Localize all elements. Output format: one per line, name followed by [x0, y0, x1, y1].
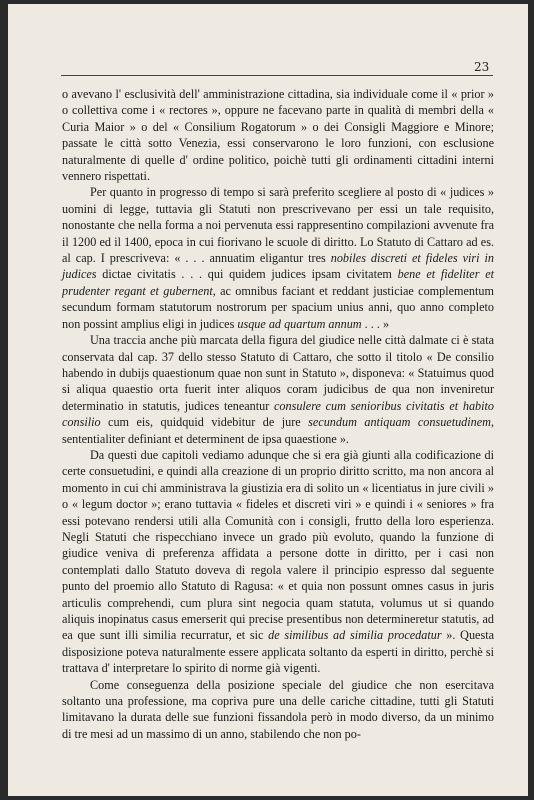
paragraph [62, 184, 494, 332]
text-run: ». Questa disposizione poteva naturalmente essere applicata soltanto da esperti in diritto, perchè si trattava d' interpretare lo spirito di norme già vigenti. [62, 628, 494, 676]
italic-text: consulere cum senioribus civitatis et habito consilio [62, 398, 494, 430]
text-run: dictae civitatis . . . qui quidem judices ipsam civitatem [96, 267, 398, 282]
italic-text: secundum antiquam consuetudinem [308, 415, 491, 430]
text-run: , sententialiter definiant et determinent de ipsa quaestione ». [62, 415, 495, 446]
text-run: , ac omnibus faciant et reddant justiciae complementum secundum formam statutorum nostrorum per spacium unius anni, quo anno completo non possint amplius eligi in judices [62, 283, 494, 331]
italic-text: nobiles discreti et fideles viri in judices [62, 251, 494, 282]
text-run: . . . » [361, 316, 390, 331]
book-page [8, 4, 528, 796]
italic-text: bene et fideliter et prudenter regant et gubernent [62, 267, 494, 298]
text-run: o avevano l' esclusività dell' amministrazione cittadina, sia individuale come il « prior » o collettiva come i « rectores », oppure ne facevano parte in qualità di membri della « Curia Maior » o del « Consilium Rogatorum » o dei Consigli Maggiore e Minore; passate le città sotto Venezia, essi conservarono le loro funzioni, con esclusione naturalmente di quelle d' ordine politico, poichè tutti gli ordinamenti cittadini interni vennero rispettati. [62, 87, 494, 184]
text-run: Da questi due capitoli vediamo adunque che si era già giunti alla codificazione di certe consuetudini, e quindi alla creazione di un proprio diritto scritto, ma non ancora al momento in cui chi amministrava la giustizia era di solito un « licentiatus in jure civili » o « legum doctor »; erano tuttavia « fideles et discreti viri » e quindi i « seniores » fra essi potevano rendersi utili alla Comunità con i consigli, frutto della loro esperienza. Negli Statuti che rispecchiano invece un grado più evoluto, quando la funzione di giudice veniva di preferenza affidata a persone dotte in diritto, per i casi non contemplati dallo Statuto doveva di regola valere il principio espresso dal seguente punto del proemio allo Statuto di Ragusa: « et quia non possunt omnes casus in juris articulis comprehendi, cum plura sint negocia quam statuta, volumus ut si quando aliquis inopinatus casus emerserit qui precise presentibus non determineretur statutis, ad ea que sunt illi similia recurratur, et sic [62, 447, 494, 643]
italic-text: de similibus ad similia procedatur [268, 628, 442, 643]
paragraph [62, 677, 494, 743]
paragraph [62, 447, 494, 677]
italic-text: usque ad quartum annum [237, 316, 362, 331]
text-run: cum eis, quidquid videbitur de jure [100, 415, 309, 430]
page-number: 23 [474, 60, 490, 74]
text-run: Una traccia anche più marcata della figura del giudice nelle città dalmate ci è stata conservata dal cap. 37 dello stesso Statuto di Cattaro, che sotto il titolo « De consilio habendo in dubijs quaestionum quae non sunt in Statuto », disponeva: « Statuimus quod si aliqua quaestio orta fuerit inter aliquos coram judicibus de qua non inveniretur determinatio in statutis, judices teneantur [62, 333, 494, 413]
header-rule [61, 75, 493, 76]
body-text [62, 86, 494, 742]
text-run: Come conseguenza della posizione speciale del giudice che non esercitava soltanto una professione, ma copriva pure una delle cariche cittadine, tutti gli Statuti limitavano la durata delle sue funzioni fissandola però in modo diverso, da un minimo di tre mesi ad un massimo di un anno, stabilendo che non po- [62, 677, 494, 741]
paragraph [62, 86, 494, 184]
text-run: Per quanto in progresso di tempo si sarà preferito scegliere al posto di « judices » uomini di legge, tuttavia gli Statuti non prescrivevano per essi un tale requisito, nonostante che nella forma a noi pervenuta essi rappresentino compilazioni avvenute fra il 1200 ed il 1400, epoca in cui fiorivano le scuole di diritto. Lo Statuto di Cattaro ad es. al cap. I prescriveva: « . . . annuatim eligantur tres [62, 185, 494, 266]
paragraph [62, 332, 494, 447]
